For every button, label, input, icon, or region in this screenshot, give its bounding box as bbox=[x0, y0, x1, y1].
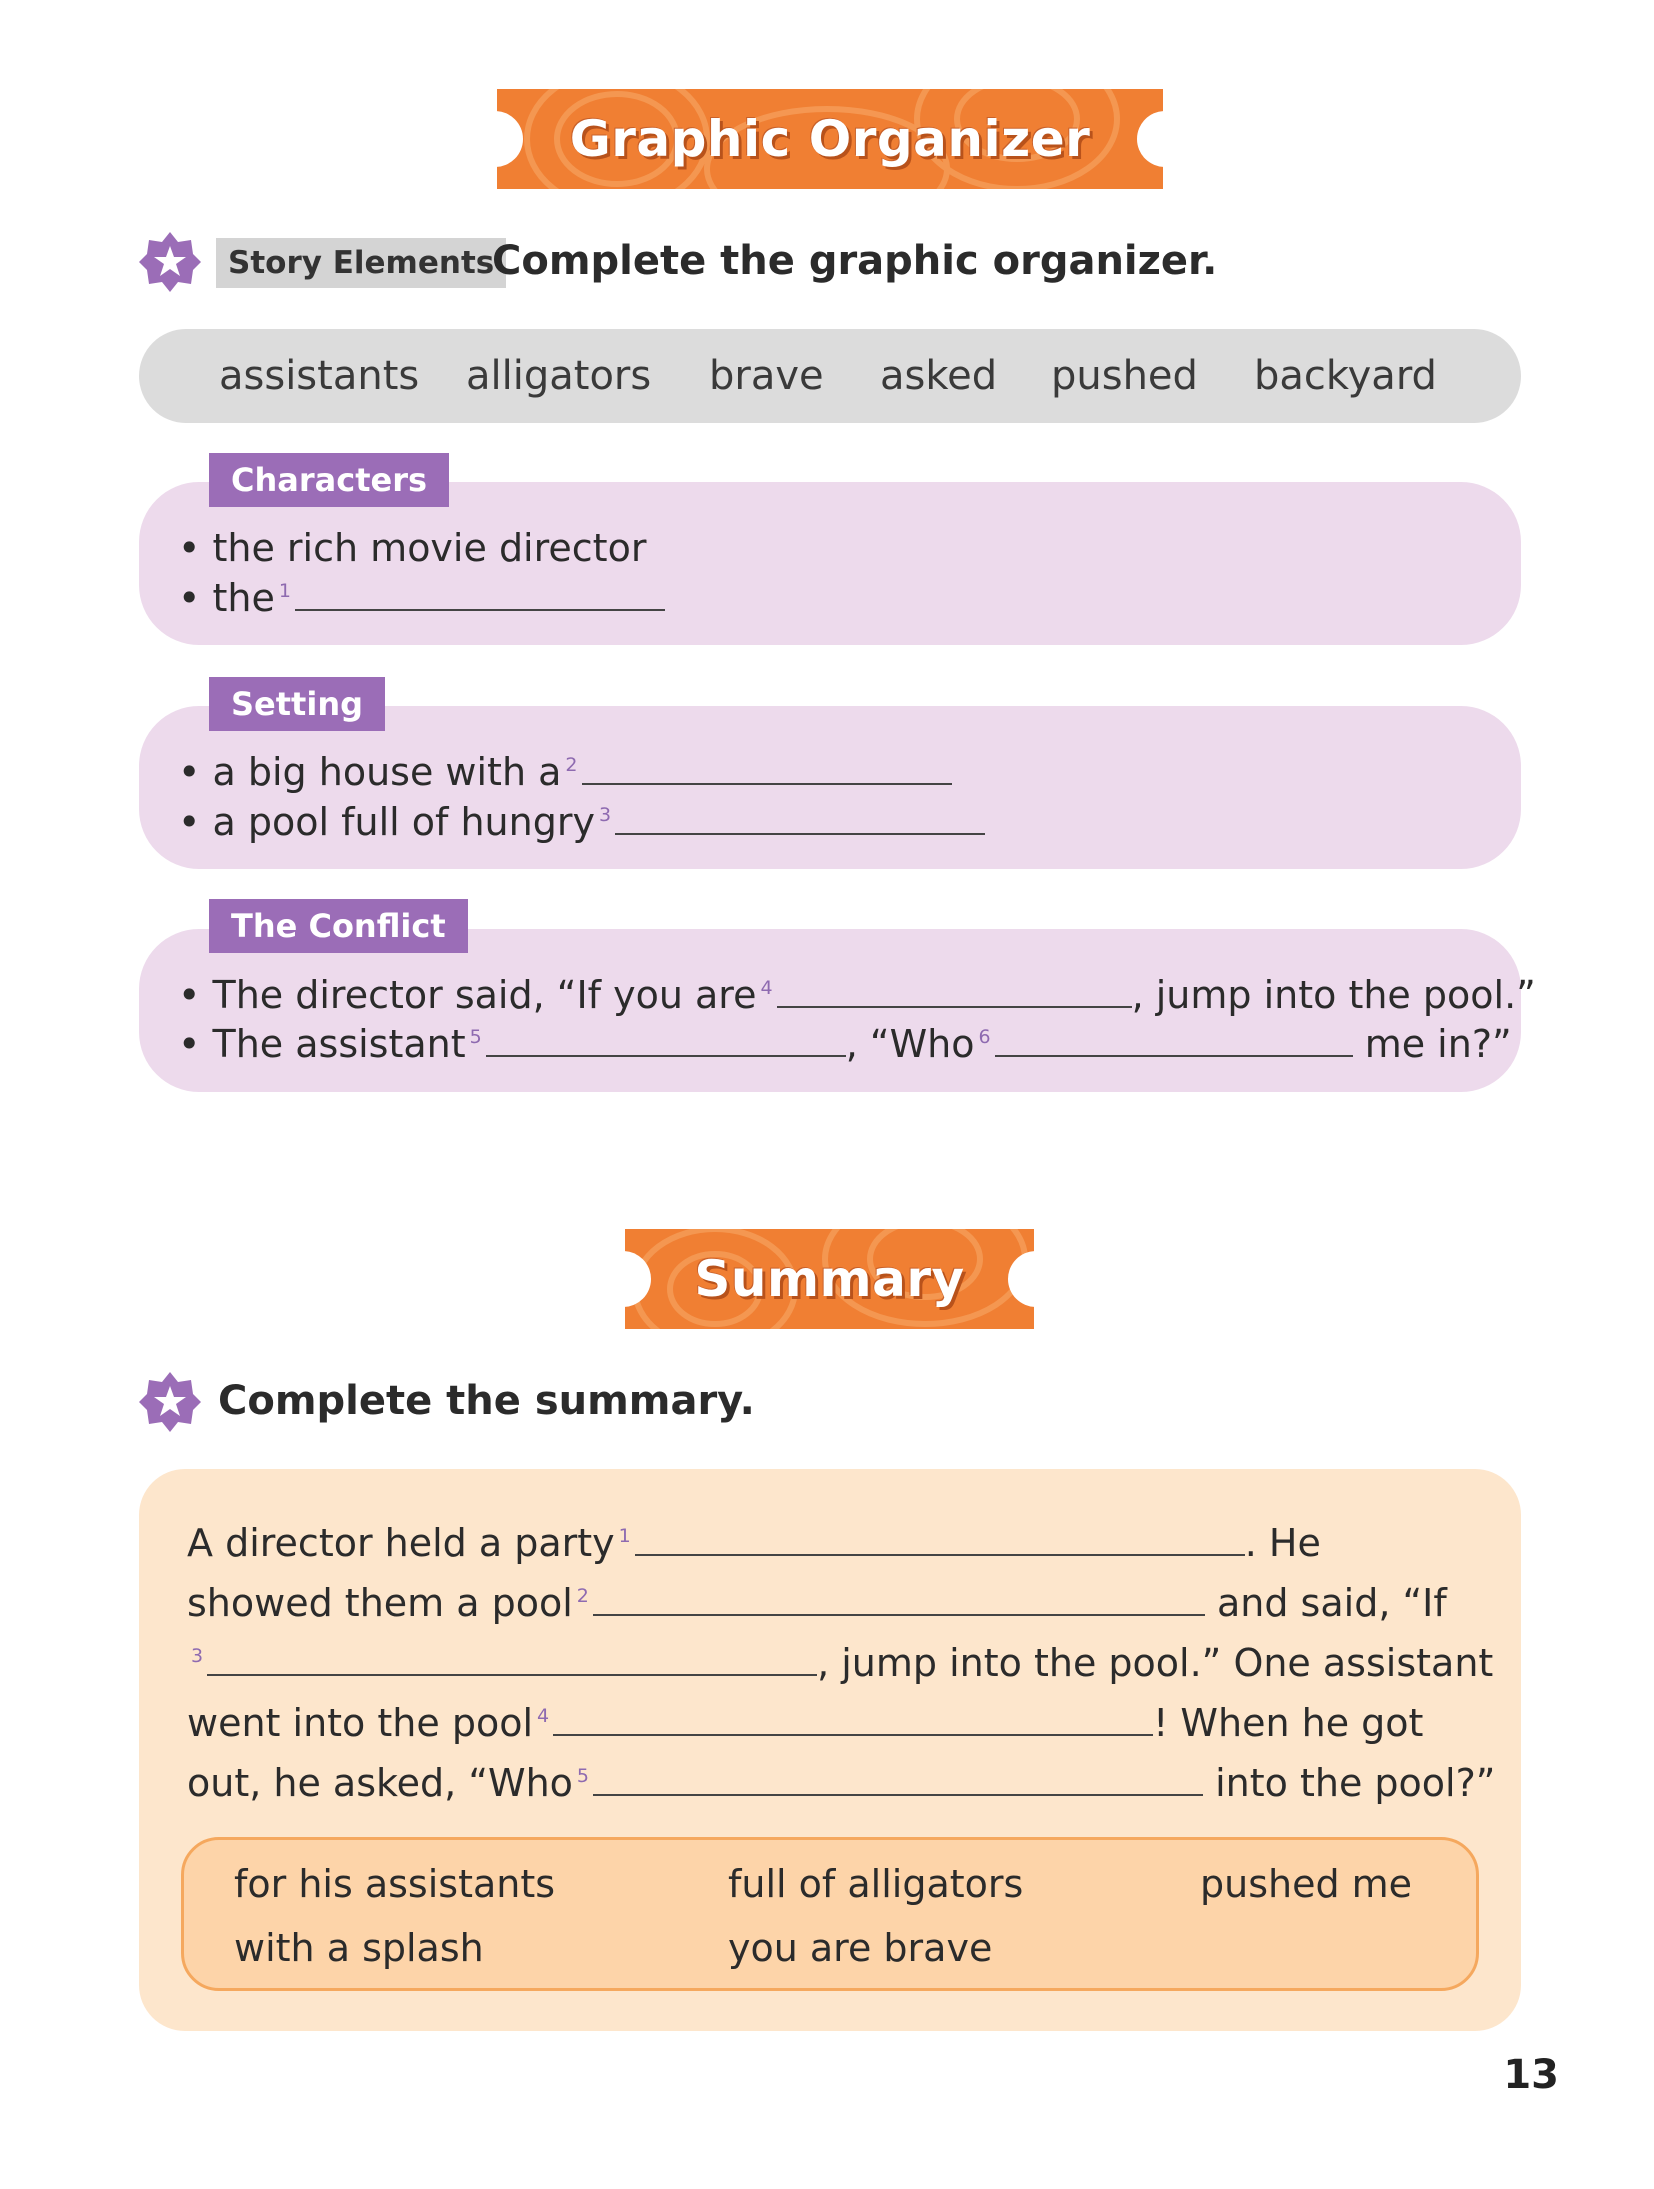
blank-number: 5 bbox=[469, 1026, 482, 1049]
answer-blank[interactable] bbox=[207, 1642, 817, 1676]
word-bank-item: assistants bbox=[219, 353, 420, 399]
setting-line: • a big house with a $^2$ bbox=[178, 750, 952, 794]
characters-label: Characters bbox=[209, 453, 449, 507]
answer-blank[interactable] bbox=[635, 1522, 1245, 1556]
conflict-label: The Conflict bbox=[209, 899, 468, 953]
summary-word-bank bbox=[181, 1837, 1479, 1991]
story-elements-tag: Story Elements bbox=[216, 238, 506, 288]
banner-title: Summary bbox=[694, 1250, 965, 1308]
blank-number: 2 bbox=[565, 754, 578, 777]
word-bank-item: pushed bbox=[1051, 353, 1198, 399]
star-badge-icon bbox=[138, 1370, 202, 1434]
answer-blank[interactable] bbox=[615, 801, 985, 835]
answer-blank[interactable] bbox=[593, 1582, 1205, 1616]
answer-blank[interactable] bbox=[295, 577, 665, 611]
summary-banner bbox=[625, 1229, 1034, 1329]
setting-line: • a pool full of hungry $^3$ bbox=[178, 800, 985, 844]
blank-number: 4 bbox=[760, 977, 773, 1000]
answer-blank[interactable] bbox=[777, 974, 1132, 1008]
graphic-organizer-banner bbox=[497, 89, 1163, 189]
blank-number: 5 bbox=[576, 1765, 590, 1788]
answer-blank[interactable] bbox=[995, 1023, 1353, 1057]
answer-blank[interactable] bbox=[553, 1702, 1153, 1736]
conflict-line: • The director said, “If you are $^4$ , jump into the pool.” bbox=[178, 973, 1536, 1017]
organizer-instruction: Complete the graphic organizer. bbox=[492, 238, 1218, 284]
star-badge-icon bbox=[138, 230, 202, 294]
blank-number: 1 bbox=[618, 1525, 631, 1548]
blank-number: 2 bbox=[576, 1585, 589, 1608]
word-bank-item: brave bbox=[709, 353, 824, 399]
phrase-bank-item: for his assistants bbox=[234, 1862, 556, 1906]
summary-box bbox=[139, 1469, 1521, 2031]
word-bank-item: backyard bbox=[1254, 353, 1437, 399]
word-bank-item: alligators bbox=[466, 353, 652, 399]
summary-line: went into the pool $^4$ ! When he got bbox=[187, 1701, 1424, 1745]
summary-line: out, he asked, “Who $^5$ into the pool?” bbox=[187, 1761, 1496, 1805]
characters-line: • the $^1$ bbox=[178, 576, 665, 620]
answer-blank[interactable] bbox=[486, 1023, 846, 1057]
word-bank-item: asked bbox=[880, 353, 998, 399]
summary-instruction: Complete the summary. bbox=[218, 1378, 755, 1424]
summary-line: A director held a party $^1$ . He bbox=[187, 1521, 1321, 1565]
phrase-bank-item: with a splash bbox=[234, 1926, 484, 1970]
phrase-bank-item: full of alligators bbox=[728, 1862, 1024, 1906]
banner-title: Graphic Organizer bbox=[569, 110, 1091, 168]
phrase-bank-item: you are brave bbox=[728, 1926, 993, 1970]
characters-line: • the rich movie director bbox=[178, 526, 647, 570]
summary-line: showed them a pool $^2$ and said, “If bbox=[187, 1581, 1447, 1625]
blank-number: 1 bbox=[278, 580, 291, 603]
blank-number: 4 bbox=[537, 1705, 550, 1728]
blank-number: 3 bbox=[598, 804, 612, 827]
setting-label: Setting bbox=[209, 677, 385, 731]
blank-number: 6 bbox=[978, 1026, 991, 1049]
answer-blank[interactable] bbox=[593, 1762, 1203, 1796]
phrase-bank-item: pushed me bbox=[1200, 1862, 1413, 1906]
summary-line: $^3$ , jump into the pool.” One assistant bbox=[191, 1641, 1494, 1685]
page-number: 13 bbox=[1503, 2052, 1559, 2098]
conflict-line: • The assistant $^5$ , “Who $^6$ me in?” bbox=[178, 1022, 1512, 1066]
word-bank bbox=[139, 329, 1521, 423]
blank-number: 3 bbox=[191, 1645, 204, 1668]
answer-blank[interactable] bbox=[582, 751, 952, 785]
